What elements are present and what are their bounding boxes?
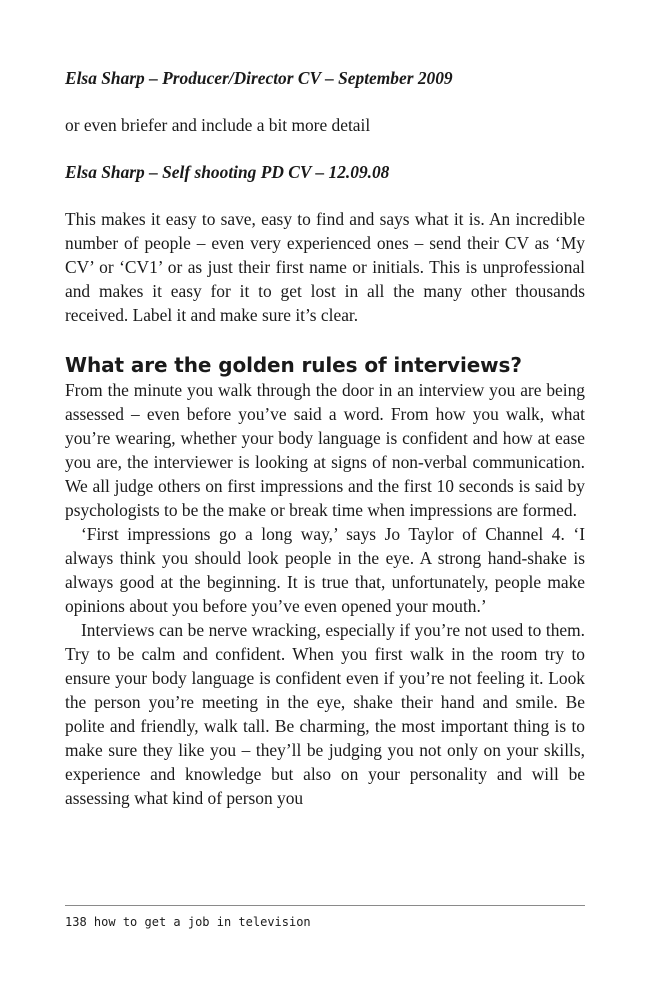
cv-filename-example-1: Elsa Sharp – Producer/Director CV – September 2009 bbox=[65, 68, 453, 88]
page-number: 138 bbox=[65, 915, 87, 929]
section-heading: What are the golden rules of interviews? bbox=[65, 353, 522, 377]
running-footer bbox=[65, 914, 311, 930]
nerves-paragraph: Interviews can be nerve wracking, especially if you’re not used to them. Try to be calm and confident. When you first walk in the room try to ensure your body language is confident even if you’re not feeling it. Look the person you’re meeting in the eye, shake their hand and smile. Be polite and friendly, walk tall. Be charming, the most important thing is to make sure they like you – they’ll be judging you not only on your skills, experience and knowledge but also on your personality and will be assessing what kind of person you bbox=[65, 620, 585, 808]
assessed-paragraph: From the minute you walk through the door in an interview you are being assessed – even before you’ve said a word. From how you walk, what you’re wearing, whether your body language is confident and how at ease you are, the interviewer is looking at signs of non-verbal communication. We all judge others on first impressions and the first 10 seconds is said by psychologists to be the make or break time when impressions are formed. bbox=[65, 380, 585, 520]
quote-paragraph: ‘First impressions go a long way,’ says Jo Taylor of Channel 4. ‘I always think you should look people in the eye. A strong hand-shake is always good at the beginning. It is true that, unfortunately, people make opinions about you before you’ve even opened your mouth.’ bbox=[65, 524, 585, 616]
labeling-paragraph: This makes it easy to save, easy to find and says what it is. An incredible number of people – even very experienced ones – send their CV as ‘My CV’ or ‘CV1’ or as just their first name or initials. This is unprofessional and makes it easy for it to get lost in all the many other thousands received. Label it and make sure it’s clear. bbox=[65, 209, 585, 325]
page-body bbox=[65, 66, 585, 810]
book-title: how to get a job in television bbox=[93, 915, 311, 929]
cv-filename-example-2: Elsa Sharp – Self shooting PD CV – 12.09.08 bbox=[65, 162, 390, 182]
connector-text: or even briefer and include a bit more detail bbox=[65, 115, 371, 135]
footer-divider bbox=[65, 905, 585, 906]
